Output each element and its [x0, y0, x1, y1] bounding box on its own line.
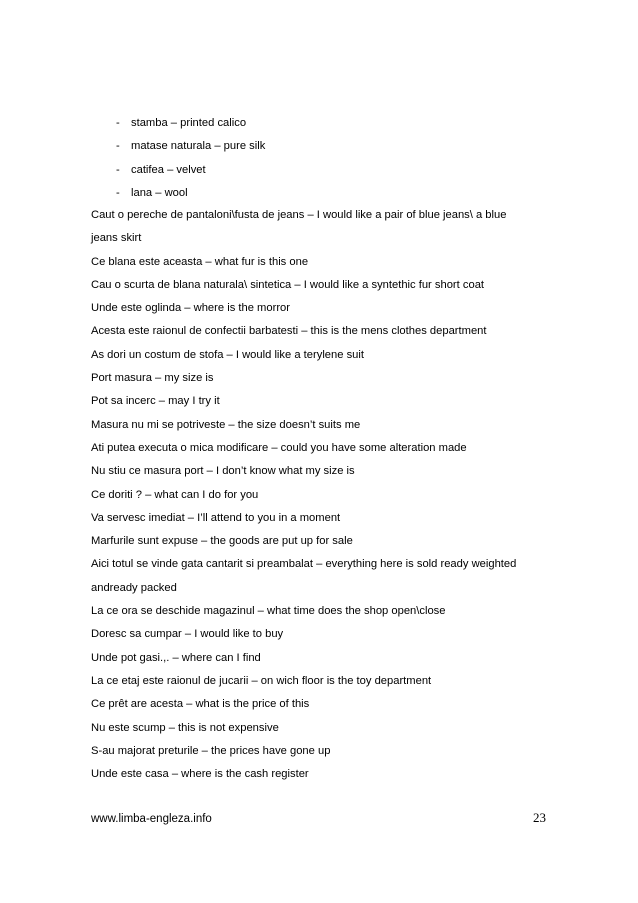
phrase-line: Doresc sa cumpar – I would like to buy [91, 628, 284, 641]
list-dash: - [116, 140, 120, 153]
phrase-line: La ce ora se deschide magazinul – what time does the shop open\close [91, 605, 446, 618]
list-item [116, 135, 265, 158]
phrase-line: Ce prêt are acesta – what is the price of this [91, 698, 310, 711]
list-dash: - [116, 117, 120, 129]
phrase-line: Aici totul se vinde gata cantarit si preambalat – everything here is sold ready weighted [91, 558, 517, 571]
list-item [116, 112, 265, 135]
page-number: 23 [533, 810, 546, 825]
phrase-line: Port masura – my size is [91, 372, 214, 385]
phrase-line: Caut o pereche de pantaloni\fusta de jeans – I would like a pair of blue jeans\ a blue [91, 209, 507, 221]
footer-url: www.limba-engleza.info [91, 813, 212, 825]
phrase-line: Ati putea executa o mica modificare – could you have some alteration made [91, 441, 467, 454]
list-item-text: lana – wool [131, 186, 188, 199]
phrase-line: andready packed [91, 581, 177, 594]
list-item [116, 182, 265, 205]
phrase-line: Nu este scump – this is not expensive [91, 721, 279, 734]
phrase-line: S-au majorat preturile – the prices have gone up [91, 744, 331, 757]
phrase-line: Ce doriti ? – what can I do for you [91, 488, 259, 501]
phrase-line: Cau o scurta de blana naturala\ sintetica – I would like a syntethic fur short coat [91, 278, 485, 291]
phrase-line: Ce blana este aceasta – what fur is this one [91, 255, 309, 268]
phrase-line: Va servesc imediat – I’ll attend to you in a moment [91, 511, 341, 524]
phrase-line: Marfurile sunt expuse – the goods are put up for sale [91, 535, 353, 548]
phrase-line: As dori un costum de stofa – I would like a terylene suit [91, 348, 364, 361]
list-item-text: stamba – printed calico [131, 117, 247, 129]
list-item-text: matase naturala – pure silk [131, 140, 266, 153]
list-dash: - [116, 186, 120, 199]
phrase-line: Unde pot gasi.,. – where can I find [91, 651, 261, 664]
phrase-line: La ce etaj este raionul de jucarii – on wich floor is the toy department [91, 674, 432, 687]
phrase-line: Masura nu mi se potriveste – the size doesn’t suits me [91, 418, 361, 431]
list-item [116, 159, 265, 182]
phrase-list [91, 204, 551, 786]
list-item-text: catifea – velvet [131, 163, 206, 176]
list-dash: - [116, 163, 120, 176]
fabric-list [116, 112, 265, 205]
phrase-line: jeans skirt [91, 232, 142, 245]
phrase-line: Pot sa incerc – may I try it [91, 395, 220, 408]
phrase-line: Nu stiu ce masura port – I don’t know what my size is [91, 465, 355, 478]
phrase-line: Unde este oglinda – where is the morror [91, 302, 290, 315]
phrase-line: Unde este casa – where is the cash register [91, 768, 309, 781]
phrase-line: Acesta este raionul de confectii barbatesti – this is the mens clothes department [91, 325, 487, 338]
